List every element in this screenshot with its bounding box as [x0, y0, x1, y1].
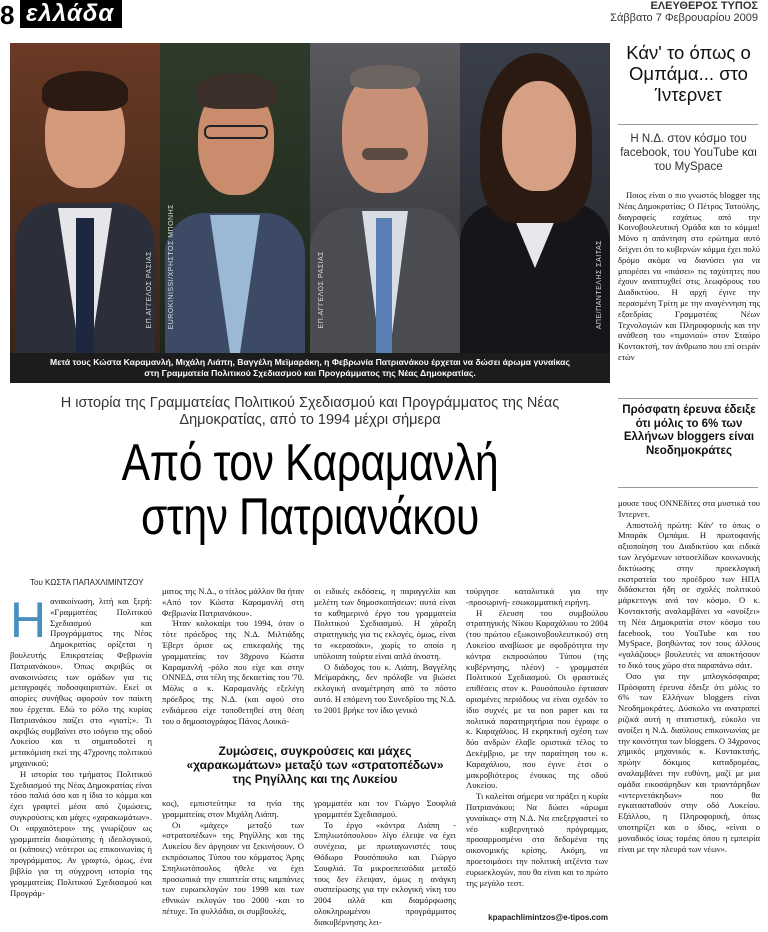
issue-date: Σάββατο 7 Φεβρουαρίου 2009: [610, 12, 758, 24]
byline: Του ΚΩΣΤΑ ΠΑΠΑΧΛΙΜΙΝΤΖΟΥ: [30, 578, 144, 587]
sidebar-divider: [618, 124, 758, 125]
photo-credit-1: ΕΠ.ΑΓΓΕΛΟΣ ΡΑΣΙΑΣ: [146, 251, 153, 329]
page-number: 8: [0, 0, 15, 30]
dropcap: Η: [10, 592, 47, 648]
portrait-photo-1: [10, 43, 160, 353]
sidebar-headline: Κάν' το όπως ο Ομπάμα... στο Ίντερνετ: [626, 42, 751, 105]
section-title: ελλάδα: [20, 0, 122, 28]
photo-credit-3: ΕΠ.ΑΓΓΕΛΟΣ ΡΑΣΙΑΣ: [318, 251, 325, 329]
article-headline: Από τον Καραμανλή στην Πατριανάκου: [121, 434, 499, 546]
article-column-3-continued: γραμματέα και τον Γιώργο Σουφλιά γραμματέα Σχεδιασμού. Το έργο «κόντρα Λιάπη - Σπηλιωτόπουλου» λίγο έλειψε να έχει συνέχεια, με πρωταγωνιστές τους Θόδωρο Ρουσόπουλο και Γιώργο Σουφλιά. Τα μικροεπεισόδια μεταξύ τους δεν έλειψαν, όμως η ανάγκη συσπείρωσης για την εκλογική νίκη του 2004 αλλά και διαμόρφωσης ολοκληρωμένου προγράμματος διακυβέρνησης λει-: [314, 798, 456, 927]
page-header: [0, 0, 768, 30]
sidebar-divider: [618, 398, 758, 399]
photo-credit-4: ΑΠΕ/ΠΑΝΤΕΛΗΣ ΣΑΙΤΑΣ: [596, 239, 603, 329]
newspaper-name: ΕΛΕΥΘΕΡΟΣ ΤΥΠΟΣ: [650, 0, 758, 12]
article-column-1: Η ανακοίνωση, λιτή και ξερή: «Γραμματέας Πολιτικού Σχεδιασμού και Προγράμματος της Νέας Δημοκρατίας ορίζεται η βουλευτής Επικρατείας Φεβρωνία Πατριανάκου». Όπως ακριβώς οι ανακοινώσεις των ομάδων για τις μεταγραφές ποδοσφαιριστών. Εκεί οι απορίες συνήθως αφορούν τον παίκτη που έρχεται. Εδώ το ρόλο της κυρίας Πατριανάκου παίζει στο «γιατί;». Τι ακριβώς συμβαίνει στο ισόγειο της οδού Λυκείου και τι σηματοδοτεί η μετακόμιση εκεί της 47χρονης πολιτικού μηχανικού; Η ιστορία του τμήματος Πολιτικού Σχεδιασμού της Νέας Δημοκρατίας είναι τόσο παλιά όσο και η ίδια το κόμμα και έχει γραφτεί μέσα από ζυμώσεις, συγκρούσεις και μάχες «χαρακωμάτων». Οι «αρχαιότεροι» της γνωρίζουν ως γραμματεία διαφώτισης ή ιδεολογικού, οι (κάποιες) νεότεροι ως επικοινωνίας ή προγράμματος. Αν γραφτώ, όμως, ένα βιβλίο για τη σύγχρονη ιστορία της γραμματείας Πολιτικού Σχεδιασμού και Προγράμ-: [10, 592, 152, 898]
article-column-3: οι ειδικές εκδόσεις, η παραγγελία και μελέτη των δημοσκοπήσεων: αυτά είναι το καθημερινό έργο του γραμματεία Πολιτικού Σχεδιασμού. Η χάραξη στρατηγικής για τις εκλογές, όμως, είναι το «κερασάκι», χωρίς το οποίο η υπόλοιπη τούρτα είναι απλά άνοστη. Ο διάδοχος του κ. Λιάπη, Βαγγέλης Μεϊμαράκης, δεν πρόλαβε να βιώσει εκλογική αναμέτρηση από το πόστο αυτό. Η επόμενη του Συνεδρίου της Ν.Δ. το 2001 βρήκε τον ίδιο γενικό: [314, 586, 456, 715]
author-email[interactable]: kpapachlimintzos@e-tipos.com: [488, 913, 608, 922]
portrait-photo-4: [460, 43, 610, 353]
sidebar-divider: [618, 487, 758, 488]
sidebar-body-2: μουσε τους ΟΝΝΕδίτες στα μυστικά του Ίντερνετ. Αποστολή πρώτη: Κάν' το όπως ο Μπαράκ Ομπάμα. Η πρωτοφανής αξιοποίηση του Διαδικτύου και ειδικά των λεγόμενων ιστοσελίδων κοινωνικής δικτύωσης στην προεκλογική εκστρατεία του προέδρου των ΗΠΑ διδάσκεται ήδη σε σχολές πολιτικού μάρκετινγκ ανά τον κόσμο. Ο κ. Κοντακτσής αναλαμβάνει να «ανοίξει» τη Νέα Δημοκρατία στον κόσμο του facebook, του YouTube και του MySpace, βοηθώντας τον τους άλλους «γαλάζιους» βουλευτές να αποκτήσουν το δικό τους χώρο στα παραπάνω σάιτ. Όσο για την μπλογκόσφαιρα; Πρόσφατη έρευνα έδειξε ότι μόλις το 6% των Ελλήνων bloggers είναι Νεοδημοκράτες. Δύσκολο να ανατραπεί ριζικά αυτή η στατιστική, εύκολο να ανοίξει η Ν.Δ. διαύλους επικοινωνίας με την κοινότητα των bloggers. Ο 34χρονος χημικός μηχανικός κ. Κοντακτσής, πρώην δόκιμος καταδρομέας, αναλαμβάνει την ευθύνη, μαζί με μια ομάδα εικοσάρηδων και τριαντάρηδων «ιντερνετάκηδων» που θα εγκατασταθούν στην οδό Λυκείου. Εξάλλου, η Πληροφορική, όπως υποτηρίζει και ο ίδιος, «είναι ο μοναδικός ίσως τομέας όπου η εμπειρία είναι με την πλευρά των νέων».: [618, 498, 760, 854]
article-subhead: Ζυμώσεις, συγκρούσεις και μάχες «χαρακωμάτων» μεταξύ των «στρατοπέδων» της Ρηγίλλης και της Λυκείου: [186, 744, 444, 786]
photo-caption: Μετά τους Κώστα Καραμανλή, Μιχάλη Λιάπη, Βαγγέλη Μεϊμαράκη, η Φεβρωνία Πατριανάκου έρχεται να δώσει άρωμα γυναίκας στη Γραμματεία Πολιτικού Σχεδιασμού και Προγράμματος της Νέας Δημοκρατίας.: [10, 353, 610, 383]
sidebar-subhead: Η Ν.Δ. στον κόσμο του facebook, του YouTube και του MySpace: [620, 133, 757, 173]
article-column-2-continued: κος), εμπιστεύτηκε τα ηνία της γραμματείας στον Μιχάλη Λιάπη. Οι «μάχες» μεταξύ των «στρατοπέδων» της Ρηγίλλης και της Λυκείου δεν άργησαν να ξεκινήσουν. Ο εκπρόσωπος Τύπου του κόμματος Άρης Σπηλιωτόπουλος ήθελε να έχει προσωπικά την εποπτεία στις καμπάνιες των ευρωεκλογών του 1999 και των εθνικών εκλογών του 2000 -και το πέτυχε. Τα φυλλάδια, οι συμβουλές,: [162, 798, 304, 916]
sidebar-pull-quote: Πρόσφατη έρευνα έδειξε ότι μόλις το 6% των Ελλήνων bloggers είναι Νεοδημοκράτες: [622, 404, 756, 457]
portrait-photo-2: [160, 43, 310, 353]
sidebar-body-1: Ποιος είναι ο πιο γνωστός blogger της Νέας Δημοκρατίας; Ο Πέτρος Τατούλης, διαγραφείς εσχάτως από την Κοινοβουλευτική Ομάδα και το κόμμα! Μόνο η απάντηση στο ερώτημα αυτό δείχνει ότι το κυβερνών κόμμα έχει πολύ δρόμο ακόμα να διανύσει για να μπορέσει να «πιάσει» τις ταχύτητες που έχουν αναπτυχθεί στις λεωφόρους του Διαδικτύου. Η αρχή έγινε την περασμένη Τρίτη με την αναγέννηση της εξαεδρίας Γραμματέας Νέων Τεχνολογιών και Πληροφορικής και την ανάθεση του «τιμονιού» στον Σταύρο Κοντακτσή, τον άνθρωπο που επί σειράν ετών: [618, 190, 760, 362]
article-column-4: τούργησε καταλυτικά για την -προσωρινή- εσωκομματική ειρήνη. Η έλευση του συμβούλου στρατηγικής Νίκου Καραχάλιου το 2004 (του πρώτου εξωκοινοβουλευτικού) στη Λυκείου αναβίωσε με σφοδρότητα την κόντρα εκπροσώπου Τύπου (της κυβέρνησης, πλέον) - γραμματέα Πολιτικού Σχεδιασμού. Οι φραστικές επιθέσεις στον κ. Ρουσόπουλο έφτασαν ορισμένες περιόδους να είναι σχεδόν το ίδιο συχνές με τα non paper και τα πολιτικά παρατηρητήρια που έγραφε ο κ. Καραχάλιος. Η εκρηκτική σχέση των δύο ανδρών έλαβε οριστικά τέλος το Δεκέμβριο, με την παραίτηση του κ. Καραχάλιου, που έγινε έτσι ο μακροβιότερος ένοικος της οδού Λυκείου. Τι καλείται σήμερα να πράξει η κυρία Πατριανάκου; Να δώσει «άρωμα γυναίκας» στη Ν.Δ. Να επεξεργαστεί το νέο κυβερνητικό πρόγραμμα, προσαρμοσμένο στα δεδομένα της οικονομικής κρίσης. Ακόμη, να προετοιμάσει την πολιτική ατζέντα των ευρωεκλογών, που θα είναι και το πρώτο της μεγάλο τεστ.: [466, 586, 608, 888]
article-kicker: Η ιστορία της Γραμματείας Πολιτικού Σχεδιασμού και Προγράμματος της Νέας Δημοκρατίας, από το 1994 μέχρι σήμερα: [60, 395, 560, 428]
photo-credit-2: EUROKINISSI/ΧΡΗΣΤΟΣ ΜΠΟΝΗΣ: [168, 203, 175, 329]
portrait-photo-3: [310, 43, 460, 353]
photo-strip: [10, 43, 610, 383]
article-column-2: ματος της Ν.Δ., ο τίτλος μάλλον θα ήταν «Από τον Κώστα Καραμανλή στη Φεβρωνία Πατριανάκου». Ήταν καλοκαίρι του 1994, όταν ο τότε πρόεδρος της Ν.Δ. Μιλτιάδης Έβερτ όρισε ως επικεφαλής της γραμματείας τον 38χρονο Κώστα Καραμανλή -ρόλο που είχε και στην ΟΝΝΕΔ, στα τέλη της δεκαετίας του '70. Μόλις ο κ. Καραμανλής εξελέγη πρόεδρος της Ν.Δ. (και αφού στο ενδιάμεσο είχε τοποθετηθεί στη θέση του ο δημοσιογράφος Πάνος Λουκά-: [162, 586, 305, 726]
